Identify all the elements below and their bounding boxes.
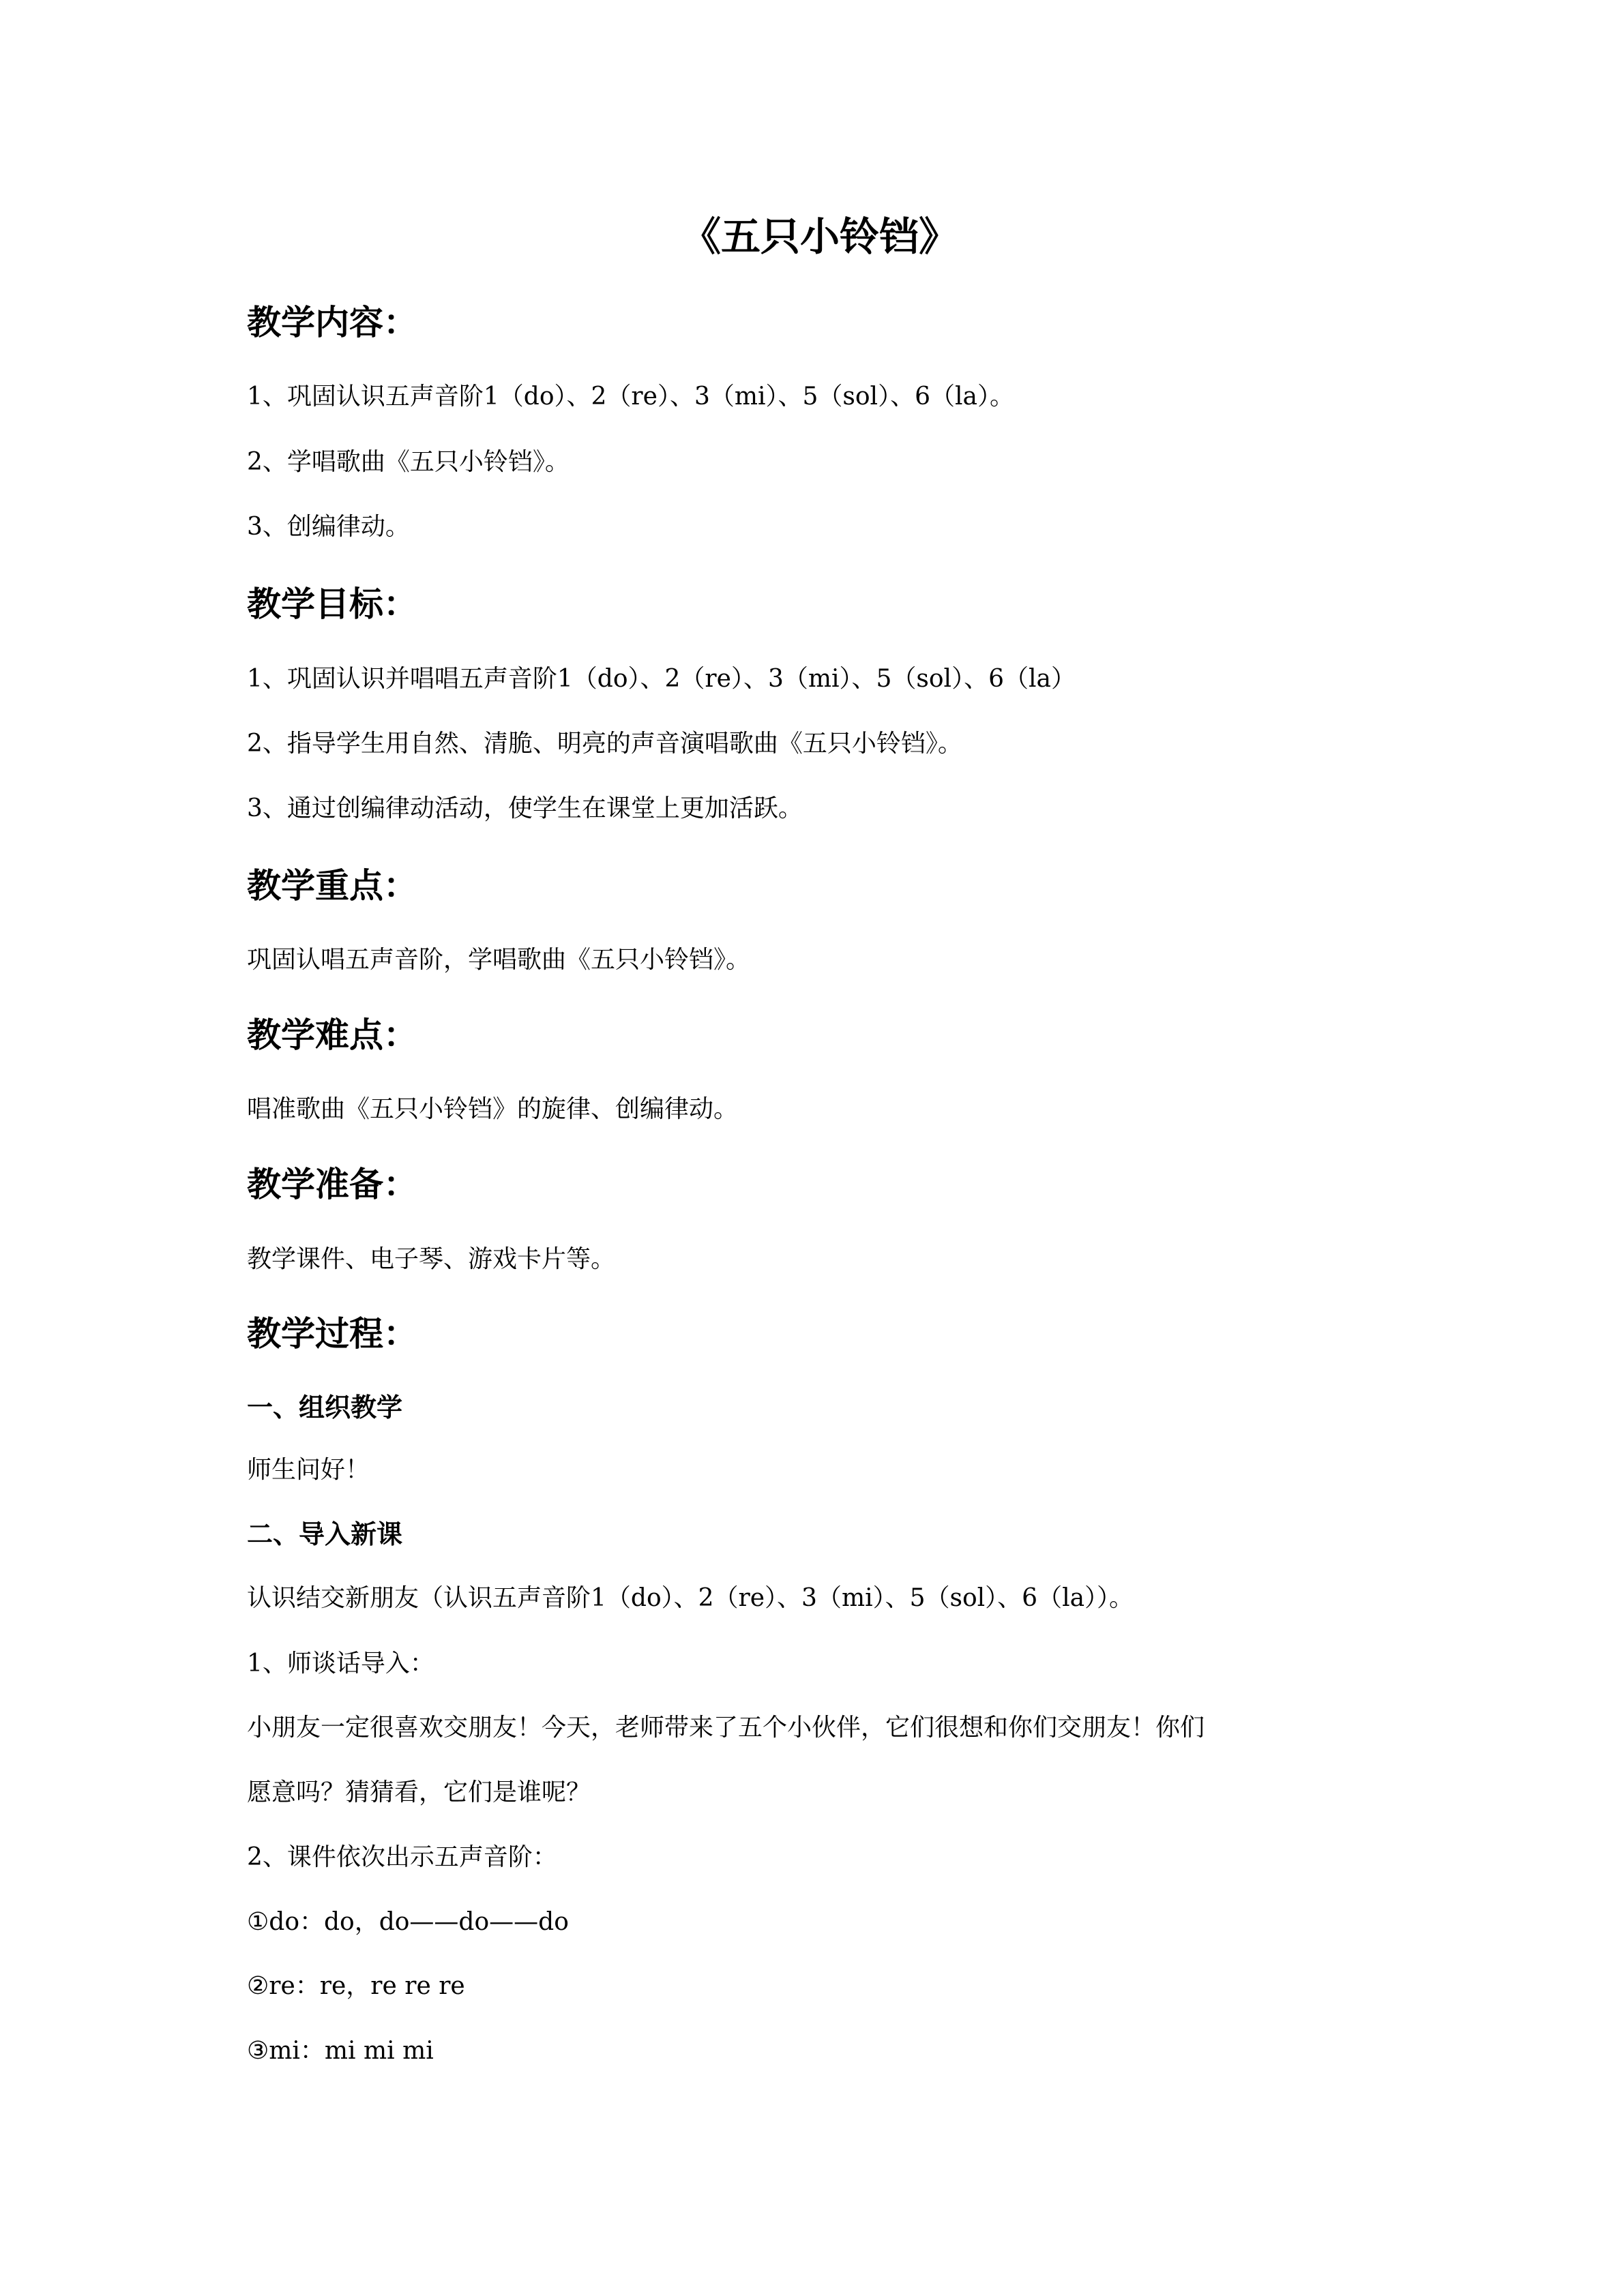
process-step1: 1、师谈话导入： xyxy=(247,1650,434,1678)
section-heading-process: 教学过程： xyxy=(247,1314,417,1354)
process-part2-intro: 认识结交新朋友（认识五声音阶1（do）、2（re）、3（mi）、5（sol）、6（la））。 xyxy=(247,1584,1134,1612)
section-heading-key-points: 教学重点： xyxy=(247,866,417,906)
goals-item-3: 3、通过创编律动活动，使学生在课堂上更加活跃。 xyxy=(247,794,803,822)
document-title: 《五只小铃铛》 xyxy=(681,213,958,260)
content-item-1: 1、巩固认识五声音阶1（do）、2（re）、3（mi）、5（sol）、6（la）。 xyxy=(247,383,1014,411)
process-talk-line-1: 小朋友一定很喜欢交朋友！今天，老师带来了五个小伙伴，它们很想和你们交朋友！你们 xyxy=(247,1714,1205,1742)
section-heading-content: 教学内容： xyxy=(247,303,417,342)
process-part1-text: 师生问好！ xyxy=(247,1456,370,1484)
difficulties-item-1: 唱准歌曲《五只小铃铛》的旋律、创编律动。 xyxy=(247,1095,739,1123)
process-step2: 2、课件依次出示五声音阶： xyxy=(247,1843,557,1871)
process-talk-line-2: 愿意吗？猜猜看，它们是谁呢？ xyxy=(247,1778,591,1806)
section-heading-goals: 教学目标： xyxy=(247,584,417,624)
process-part1-title: 一、组织教学 xyxy=(247,1392,403,1422)
content-item-3: 3、创编律动。 xyxy=(247,513,410,541)
note-do: ①do：do，do——do——do xyxy=(247,1908,569,1936)
goals-item-2: 2、指导学生用自然、清脆、明亮的声音演唱歌曲《五只小铃铛》。 xyxy=(247,730,962,758)
note-re: ②re：re，re re re xyxy=(247,1972,465,2000)
section-heading-preparation: 教学准备： xyxy=(247,1165,417,1204)
goals-item-1: 1、巩固认识并唱唱五声音阶1（do）、2（re）、3（mi）、5（sol）、6（la） xyxy=(247,665,1076,693)
note-mi: ③mi：mi mi mi xyxy=(247,2037,434,2065)
section-heading-difficulties: 教学难点： xyxy=(247,1015,417,1055)
content-item-2: 2、学唱歌曲《五只小铃铛》。 xyxy=(247,448,570,476)
preparation-item-1: 教学课件、电子琴、游戏卡片等。 xyxy=(247,1245,616,1273)
process-part2-title: 二、导入新课 xyxy=(247,1519,403,1549)
key-points-item-1: 巩固认唱五声音阶，学唱歌曲《五只小铃铛》。 xyxy=(247,946,751,974)
